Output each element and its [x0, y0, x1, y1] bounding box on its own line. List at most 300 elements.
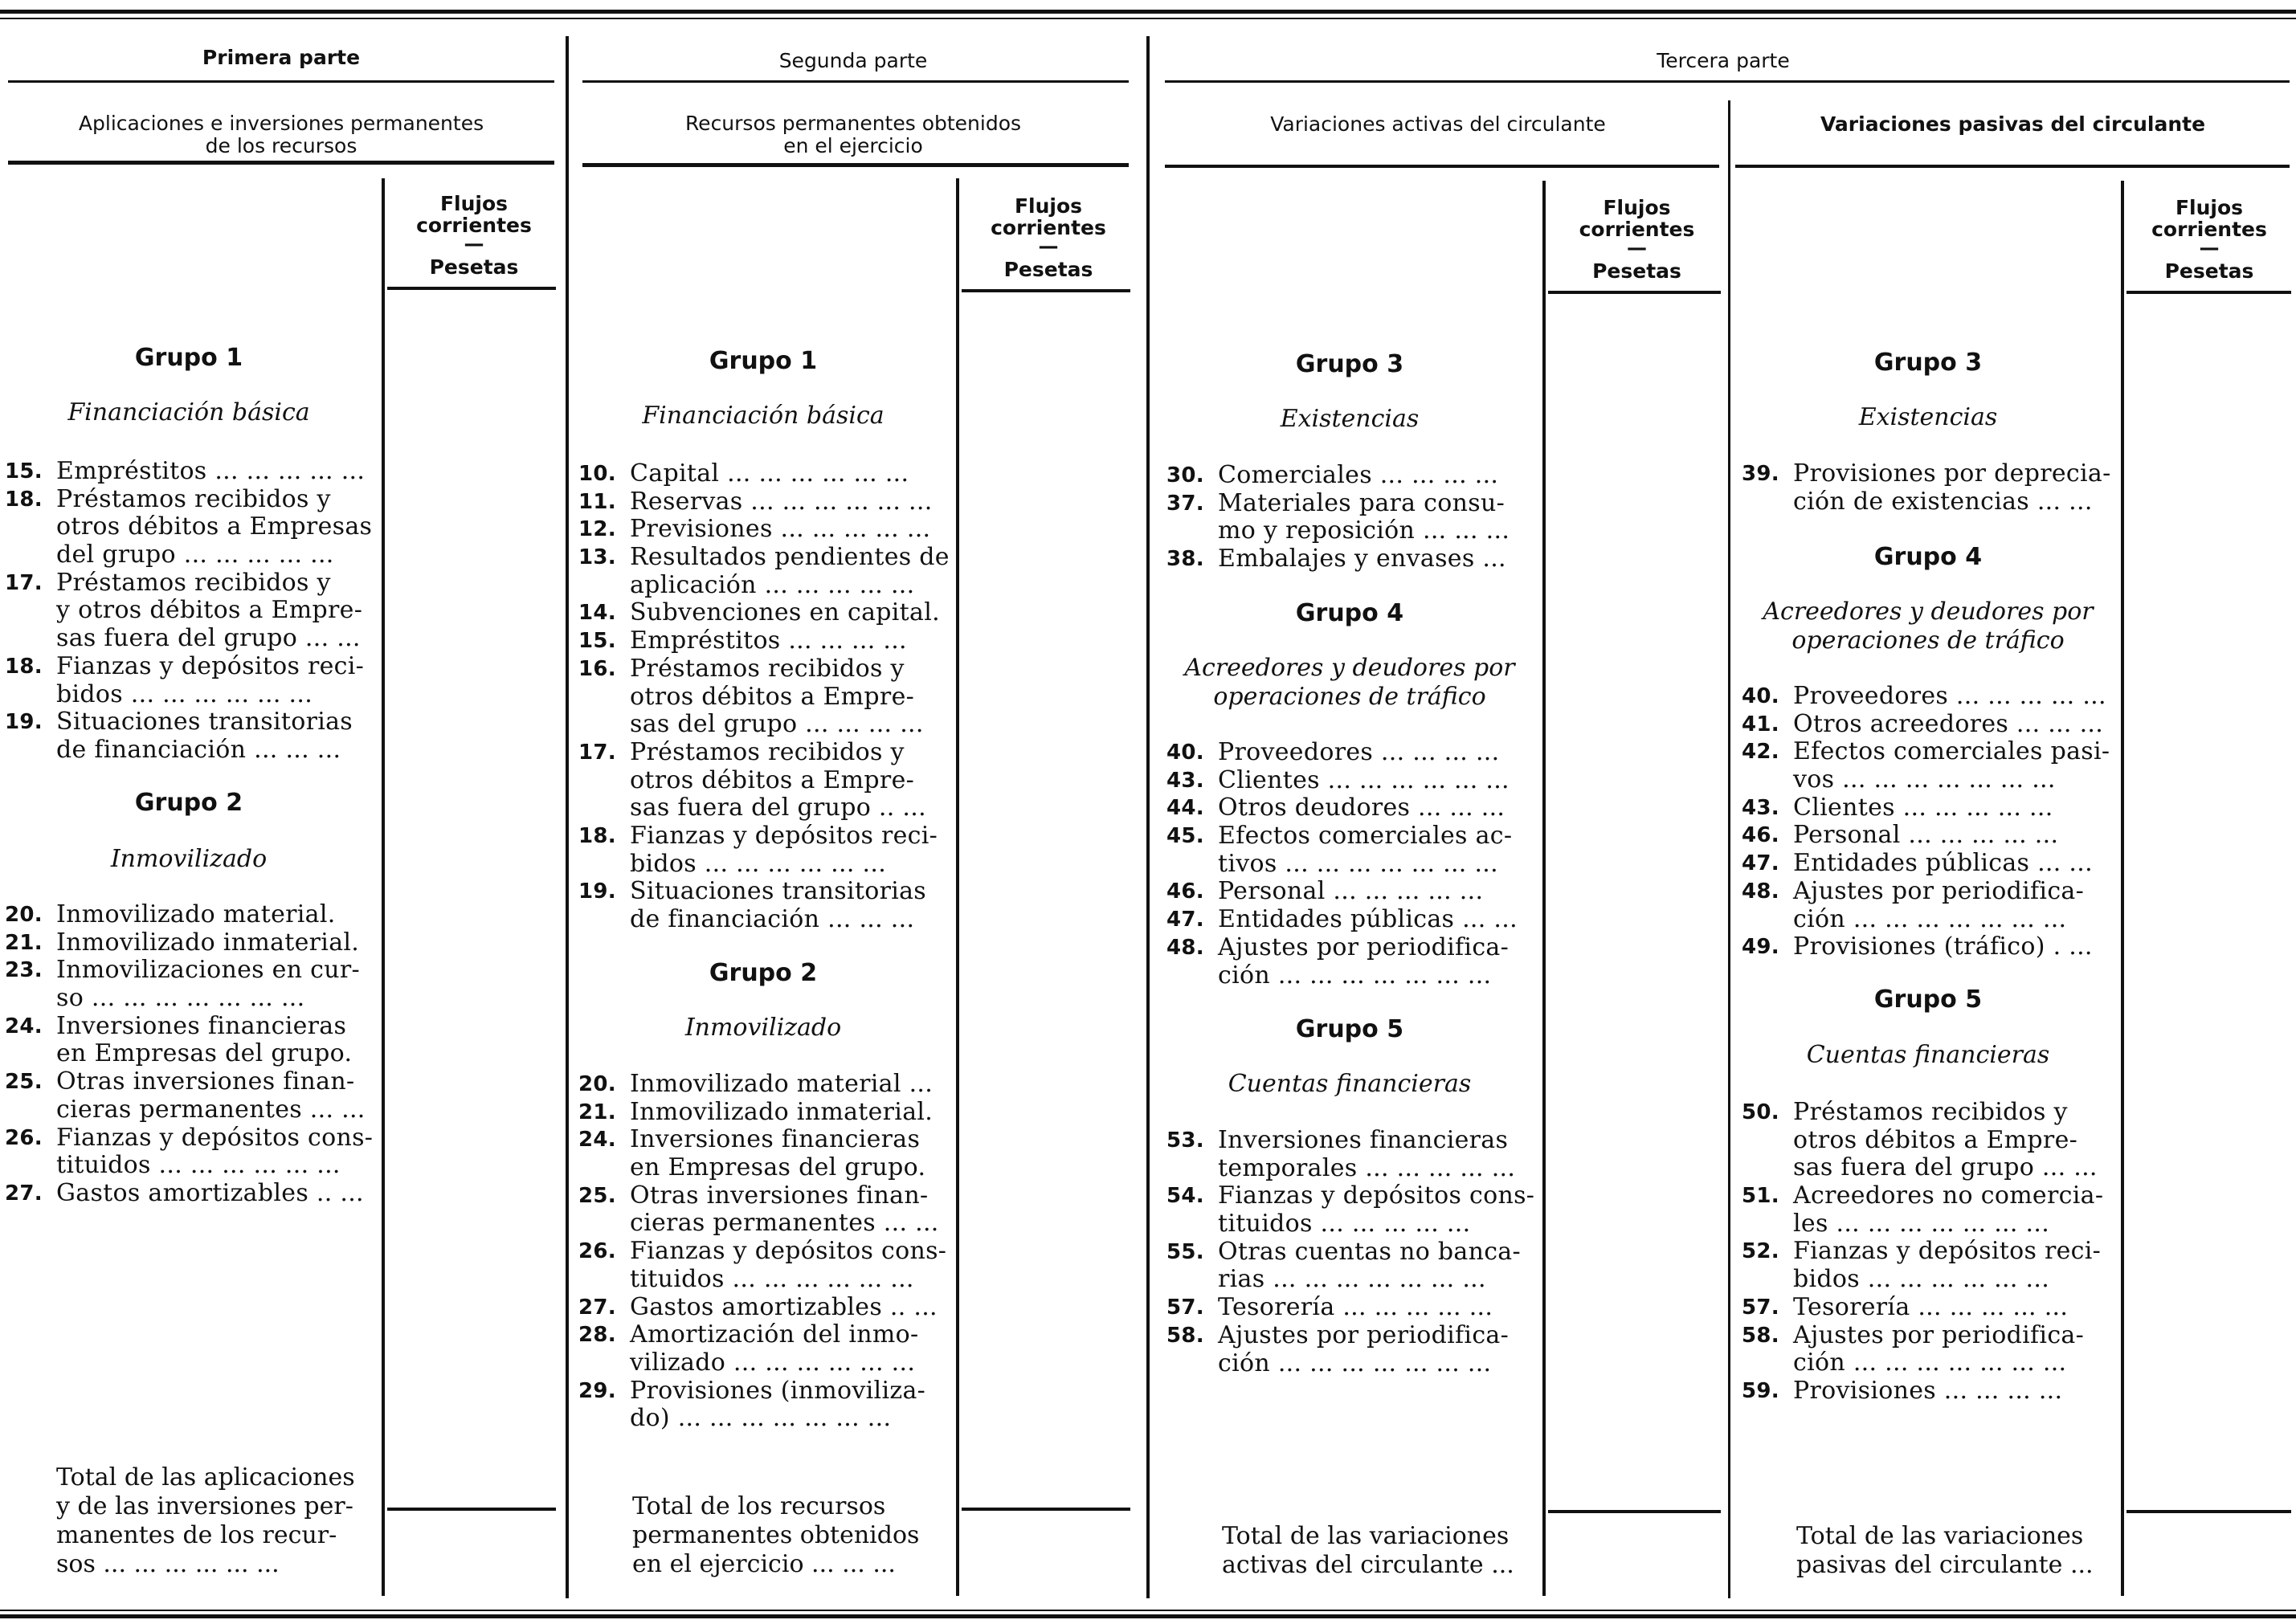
account-number: 29.: [578, 1378, 616, 1403]
account-text: de financiación ... ... ...: [630, 905, 915, 933]
amount-header-pesetas: Pesetas: [2164, 259, 2254, 283]
account-line: [1742, 738, 2119, 766]
account-number: 38.: [1166, 547, 1204, 572]
account-line: [578, 1266, 956, 1294]
account-line: [1742, 711, 2119, 739]
account-number: 48.: [1742, 879, 1779, 904]
account-number: 47.: [1166, 908, 1204, 932]
col-2-group-2-heading: Grupo 2: [709, 959, 818, 987]
account-line: [1742, 933, 2119, 961]
account-text: Empréstitos ... ... ... ... ...: [56, 457, 366, 485]
amount-header-corrientes: corrientes: [1579, 218, 1695, 241]
account-number: 30.: [1166, 463, 1204, 488]
account-line: [5, 1040, 382, 1068]
col-2-group-1-name: Financiación básica: [642, 402, 884, 430]
account-text: Provisiones ... ... ... ...: [1793, 1376, 2063, 1405]
col-2-group-1-heading: Grupo 1: [709, 347, 818, 375]
account-number: 45.: [1166, 824, 1204, 849]
account-text: Resultados pendientes de: [630, 543, 950, 572]
account-line: [578, 1099, 956, 1127]
account-line: [578, 1126, 956, 1154]
account-number: 21.: [578, 1100, 616, 1124]
col-4-amount-header: [2125, 197, 2294, 282]
account-line: [1742, 1099, 2119, 1127]
account-text: tivos ... ... ... ... ... ... ...: [1218, 849, 1498, 878]
col-4-lines-c: [1742, 1099, 2119, 1406]
account-line: [5, 1180, 382, 1208]
part-1-underline: [8, 80, 554, 83]
column-1-title: [0, 112, 562, 157]
col-1-group-2-name: Inmovilizado: [110, 845, 268, 873]
col-1-amount-header-underline: [387, 287, 556, 290]
account-number: 27.: [5, 1181, 43, 1206]
account-number: 58.: [1742, 1323, 1779, 1348]
account-line: [578, 627, 956, 655]
col-4-lines-a: [1742, 460, 2119, 516]
account-text: de financiación ... ... ...: [56, 735, 341, 764]
amount-header-dash: —: [1038, 235, 1059, 258]
account-text: Empréstitos ... ... ... ...: [630, 626, 907, 655]
account-number: 14.: [578, 601, 616, 626]
col-2-group-2-name: Inmovilizado: [684, 1014, 842, 1042]
amount-header-dash: —: [1627, 236, 1647, 259]
account-line: [578, 1238, 956, 1266]
account-text: Personal ... ... ... ... ...: [1793, 821, 2059, 850]
account-line: [1742, 906, 2119, 934]
col-2-lines-a: [578, 460, 956, 934]
account-text: Fianzas y depósitos cons-: [56, 1123, 374, 1152]
col-4-group-4-name: [1735, 598, 2121, 655]
account-line: [578, 767, 956, 795]
top-rule-thin: [0, 18, 2296, 19]
account-line: [1742, 850, 2119, 878]
col-4-group-3-name: Existencias: [1858, 403, 1998, 431]
account-line: [5, 513, 382, 541]
col-1-amount-divider: [382, 178, 385, 1596]
account-number: 18.: [5, 654, 43, 679]
account-text: y otros débitos a Empre-: [56, 596, 363, 625]
part-1-heading: Primera parte: [202, 46, 361, 69]
account-line: [578, 655, 956, 683]
account-number: 21.: [5, 930, 43, 955]
col-1-total-line: manentes de los recur-: [56, 1521, 337, 1549]
col-4-group-3-heading: Grupo 3: [1873, 349, 1983, 377]
account-line: [5, 625, 382, 653]
account-number: 55.: [1166, 1239, 1204, 1264]
account-line: [5, 1124, 382, 1153]
account-text: Provisiones (inmoviliza-: [630, 1376, 926, 1405]
col-3-total-line: activas del circulante ...: [1222, 1551, 1514, 1579]
col-1-total-line: y de las inversiones per-: [56, 1492, 353, 1520]
amount-header-flujos: Flujos: [1603, 196, 1671, 219]
account-number: 40.: [1742, 684, 1779, 708]
account-text: en Empresas del grupo.: [630, 1153, 926, 1182]
account-text: Otras inversiones finan-: [56, 1067, 355, 1096]
account-number: 40.: [1166, 741, 1204, 765]
account-text: Gastos amortizables .. ...: [56, 1178, 364, 1207]
account-line: [578, 572, 956, 600]
account-line: [1742, 1294, 2119, 1322]
bottom-rule-thin: [0, 1610, 2296, 1611]
account-number: 19.: [5, 710, 43, 735]
account-number: 19.: [578, 879, 616, 904]
account-text: Tesorería ... ... ... ... ...: [1793, 1292, 2069, 1321]
account-line: [578, 1377, 956, 1406]
account-text: en Empresas del grupo.: [56, 1039, 353, 1068]
account-line: [578, 851, 956, 879]
account-text: Préstamos recibidos y: [56, 484, 331, 513]
column-2-title-line-1: Recursos permanentes obtenidos: [684, 112, 1022, 135]
account-number: 26.: [5, 1125, 43, 1150]
account-number: 52.: [1742, 1239, 1779, 1264]
column-2-title-underline: [582, 163, 1129, 167]
account-line: [1166, 962, 1544, 990]
account-line: [578, 878, 956, 906]
account-line: [1166, 794, 1544, 822]
account-number: 44.: [1166, 796, 1204, 821]
account-text: Fianzas y depósitos reci-: [56, 651, 365, 680]
col-3-amount-header: [1546, 197, 1727, 282]
account-line: [5, 1068, 382, 1096]
account-line: [5, 569, 382, 598]
col-3-group-4-name-line: operaciones de tráfico: [1213, 683, 1486, 711]
amount-header-flujos: Flujos: [2175, 196, 2244, 219]
col-3-total: [1222, 1522, 1543, 1580]
account-text: les ... ... ... ... ... ... ...: [1793, 1209, 2050, 1238]
account-text: ción ... ... ... ... ... ... ...: [1793, 1349, 2067, 1377]
account-line: [578, 1182, 956, 1210]
account-text: Entidades públicas ... ...: [1218, 905, 1518, 934]
account-text: tituidos ... ... ... ... ...: [1218, 1210, 1471, 1238]
account-line: [1166, 517, 1544, 545]
amount-header-pesetas: Pesetas: [1592, 259, 1681, 283]
column-1-title-line-1: Aplicaciones e inversiones permanentes: [78, 112, 484, 135]
account-text: Gastos amortizables .. ...: [630, 1292, 938, 1321]
col-4-group-4-name-line: Acreedores y deudores por: [1763, 598, 2094, 626]
col-4-lines-b: [1742, 683, 2119, 961]
account-line: [1742, 488, 2119, 516]
col-4-total-line: pasivas del circulante ...: [1796, 1551, 2094, 1579]
account-line: [1742, 1154, 2119, 1182]
col-4-total-rule: [2126, 1510, 2291, 1513]
amount-header-flujos: Flujos: [439, 192, 509, 215]
account-line: [5, 1013, 382, 1041]
account-text: otros débitos a Empre-: [630, 682, 915, 711]
account-line: [1742, 1377, 2119, 1406]
account-line: [1166, 462, 1544, 490]
account-number: 10.: [578, 462, 616, 486]
account-number: 17.: [578, 740, 616, 765]
col-2-amount-header-underline: [962, 289, 1130, 292]
account-line: [578, 488, 956, 516]
col-2-total-line: en el ejercicio ... ... ...: [632, 1550, 896, 1578]
account-text: Embalajes y envases ...: [1218, 545, 1506, 573]
column-1-title-underline: [8, 161, 554, 165]
col-1-total-rule: [387, 1508, 556, 1511]
account-text: so ... ... ... ... ... ... ...: [56, 984, 305, 1013]
account-number: 20.: [5, 903, 43, 927]
amount-header-dash: —: [2199, 236, 2220, 259]
account-line: [1742, 766, 2119, 794]
account-text: Situaciones transitorias: [630, 877, 927, 906]
account-number: 24.: [5, 1014, 43, 1038]
account-text: Otras inversiones finan-: [630, 1181, 929, 1210]
account-text: Tesorería ... ... ... ... ...: [1218, 1293, 1493, 1322]
account-number: 59.: [1742, 1378, 1779, 1403]
col-3-group-4-name: [1157, 654, 1542, 712]
account-text: Capital ... ... ... ... ... ...: [630, 459, 909, 488]
account-number: 16.: [578, 656, 616, 681]
account-text: Préstamos recibidos y: [1793, 1098, 2068, 1126]
account-line: [578, 544, 956, 572]
account-line: [578, 1349, 956, 1377]
account-line: [1166, 739, 1544, 767]
account-line: [1742, 878, 2119, 906]
account-text: rias ... ... ... ... ... ... ...: [1218, 1265, 1486, 1294]
divider-part1-part2: [566, 36, 569, 1598]
col-3-group-5-heading: Grupo 5: [1295, 1015, 1404, 1043]
col-2-total-line: Total de los recursos: [632, 1492, 886, 1520]
account-line: [1166, 1127, 1544, 1155]
amount-header-pesetas: Pesetas: [429, 255, 519, 279]
account-line: [578, 683, 956, 712]
account-number: 47.: [1742, 851, 1779, 876]
column-3-title-underline: [1165, 165, 1719, 168]
account-line: [1742, 1127, 2119, 1155]
col-1-total-line: sos ... ... ... ... ... ...: [56, 1550, 280, 1578]
account-text: Fianzas y depósitos reci-: [1793, 1237, 2102, 1266]
account-number: 23.: [5, 958, 43, 983]
account-text: Situaciones transitorias: [56, 708, 353, 737]
account-line: [578, 1405, 956, 1433]
col-1-lines-a: [5, 458, 382, 765]
account-text: otros débitos a Empre-: [630, 765, 915, 794]
account-number: 12.: [578, 517, 616, 542]
amount-header-corrientes: corrientes: [416, 214, 532, 237]
account-text: Inmovilizaciones en cur-: [56, 956, 360, 985]
account-text: Ajustes por periodifica-: [1218, 932, 1510, 961]
col-2-total-line: permanentes obtenidos: [632, 1521, 920, 1549]
account-text: Otros acreedores ... ... ...: [1793, 709, 2104, 738]
amount-header-pesetas: Pesetas: [1003, 258, 1093, 281]
col-3-lines-a: [1166, 462, 1544, 573]
account-text: Ajustes por periodifica-: [1793, 876, 2085, 905]
account-number: 43.: [1166, 768, 1204, 793]
account-text: Inversiones financieras: [630, 1125, 921, 1154]
account-line: [1166, 767, 1544, 795]
account-line: [5, 458, 382, 486]
account-line: [578, 1071, 956, 1099]
account-line: [5, 597, 382, 625]
account-text: aplicación ... ... ... ... ...: [630, 570, 915, 599]
account-number: 51.: [1742, 1184, 1779, 1209]
account-number: 46.: [1742, 823, 1779, 848]
account-number: 15.: [5, 459, 43, 484]
account-line: [578, 516, 956, 544]
account-line: [5, 541, 382, 569]
account-text: Inmovilizado material.: [56, 900, 336, 928]
account-line: [1742, 1322, 2119, 1350]
account-text: otros débitos a Empresas: [56, 512, 373, 541]
account-line: [578, 822, 956, 851]
account-text: Fianzas y depósitos cons-: [630, 1237, 947, 1266]
account-number: 25.: [578, 1183, 616, 1208]
col-3-group-4-name-line: Acreedores y deudores por: [1184, 654, 1515, 682]
account-number: 54.: [1166, 1184, 1204, 1209]
account-line: [1742, 1266, 2119, 1294]
col-4-group-4-name-line: operaciones de tráfico: [1791, 626, 2065, 655]
account-line: [5, 1152, 382, 1180]
divider-col3-col4: [1728, 100, 1730, 1598]
bottom-rule-thick: [0, 1614, 2296, 1618]
account-line: [1742, 822, 2119, 850]
account-text: Inversiones financieras: [1218, 1126, 1509, 1154]
col-2-amount-header: [960, 195, 1137, 280]
part-3-heading: Tercera parte: [1657, 49, 1790, 72]
col-4-total-line: Total de las variaciones: [1796, 1522, 2084, 1550]
account-text: vos ... ... ... ... ... ... ...: [1793, 765, 2056, 794]
account-line: [5, 653, 382, 681]
account-text: Provisiones por deprecia-: [1793, 459, 2111, 488]
account-text: Personal ... ... ... ... ...: [1218, 877, 1484, 906]
account-number: 48.: [1166, 935, 1204, 960]
account-text: Inmovilizado inmaterial.: [56, 928, 360, 957]
account-text: ción de existencias ... ...: [1793, 487, 2093, 516]
account-text: temporales ... ... ... ... ...: [1218, 1153, 1516, 1182]
account-line: [1166, 545, 1544, 573]
top-rule-thick: [0, 10, 2296, 14]
account-text: sas del grupo ... ... ... ...: [630, 710, 924, 739]
account-number: 28.: [578, 1323, 616, 1348]
part-2-underline: [582, 80, 1129, 83]
col-3-total-line: Total de las variaciones: [1222, 1522, 1510, 1550]
account-line: [5, 901, 382, 929]
col-2-total: [632, 1492, 954, 1579]
account-line: [1166, 1350, 1544, 1378]
account-number: 57.: [1742, 1295, 1779, 1320]
account-number: 13.: [578, 545, 616, 570]
account-text: cieras permanentes ... ...: [56, 1095, 366, 1124]
account-number: 17.: [5, 570, 43, 595]
account-text: Fianzas y depósitos cons-: [1218, 1181, 1535, 1210]
account-line: [578, 711, 956, 739]
account-text: bidos ... ... ... ... ... ...: [1793, 1265, 2050, 1294]
account-line: [1166, 934, 1544, 962]
col-3-lines-b: [1166, 739, 1544, 989]
account-line: [5, 486, 382, 514]
account-text: Proveedores ... ... ... ...: [1218, 738, 1500, 766]
col-3-amount-header-underline: [1548, 291, 1721, 294]
account-line: [578, 599, 956, 627]
account-number: 39.: [1742, 462, 1779, 486]
account-text: cieras permanentes ... ...: [630, 1209, 939, 1238]
account-line: [1166, 822, 1544, 851]
account-line: [1166, 1266, 1544, 1294]
account-line: [1742, 1210, 2119, 1238]
account-text: Fianzas y depósitos reci-: [630, 821, 938, 850]
amount-header-flujos: Flujos: [1014, 194, 1083, 218]
account-text: Préstamos recibidos y: [630, 654, 905, 683]
account-text: Acreedores no comercia-: [1793, 1181, 2104, 1210]
account-text: Ajustes por periodifica-: [1218, 1320, 1510, 1349]
col-3-group-5-name: Cuentas financieras: [1228, 1070, 1472, 1098]
account-line: [1166, 906, 1544, 934]
col-4-group-5-name: Cuentas financieras: [1806, 1041, 2050, 1069]
column-3-title: Variaciones activas del circulante: [1270, 112, 1606, 136]
col-4-amount-header-underline: [2126, 291, 2291, 294]
account-text: Inmovilizado material ...: [630, 1070, 934, 1098]
account-number: 58.: [1166, 1323, 1204, 1348]
account-text: Ajustes por periodifica-: [1793, 1320, 2085, 1349]
divider-part2-part3: [1146, 36, 1150, 1598]
account-text: sas fuera del grupo ... ...: [56, 624, 361, 653]
account-text: Materiales para consu-: [1218, 488, 1505, 517]
col-3-group-4-heading: Grupo 4: [1295, 599, 1404, 627]
account-number: 46.: [1166, 879, 1204, 904]
account-text: Amortización del inmo-: [630, 1320, 919, 1349]
account-number: 24.: [578, 1128, 616, 1153]
account-number: 25.: [5, 1070, 43, 1095]
column-4-title-underline: [1735, 165, 2290, 168]
account-text: ción ... ... ... ... ... ... ...: [1793, 904, 2067, 933]
account-number: 53.: [1166, 1128, 1204, 1153]
col-3-total-rule: [1548, 1510, 1721, 1513]
account-text: vilizado ... ... ... ... ... ...: [630, 1348, 916, 1377]
col-1-group-2-heading: Grupo 2: [134, 789, 243, 817]
col-2-amount-divider: [956, 178, 959, 1596]
account-number: 11.: [578, 489, 616, 514]
account-line: [1742, 460, 2119, 488]
account-text: sas fuera del grupo ... ...: [1793, 1153, 2098, 1182]
account-line: [1166, 851, 1544, 879]
col-3-group-3-heading: Grupo 3: [1295, 350, 1404, 378]
col-1-total: [56, 1463, 378, 1579]
col-4-group-5-heading: Grupo 5: [1873, 985, 1983, 1014]
account-number: 49.: [1742, 935, 1779, 960]
amount-header-corrientes: corrientes: [991, 216, 1106, 239]
account-text: Efectos comerciales ac-: [1218, 822, 1513, 851]
account-text: Reservas ... ... ... ... ... ...: [630, 487, 933, 516]
account-line: [1166, 1322, 1544, 1350]
col-1-lines-b: [5, 901, 382, 1208]
account-text: Comerciales ... ... ... ...: [1218, 461, 1499, 489]
account-number: 42.: [1742, 740, 1779, 765]
account-line: [578, 794, 956, 822]
account-text: Entidades públicas ... ...: [1793, 849, 2093, 878]
account-line: [578, 460, 956, 488]
account-text: Préstamos recibidos y: [630, 737, 905, 766]
account-text: Préstamos recibidos y: [56, 568, 331, 597]
col-3-lines-c: [1166, 1127, 1544, 1377]
account-line: [1166, 1294, 1544, 1322]
account-line: [578, 906, 956, 934]
account-line: [1166, 490, 1544, 518]
account-text: Provisiones (tráfico) . ...: [1793, 932, 2093, 961]
col-2-total-rule: [962, 1508, 1130, 1511]
account-text: mo y reposición ... ... ...: [1218, 516, 1510, 545]
account-line: [1742, 1238, 2119, 1266]
account-text: Subvenciones en capital.: [630, 598, 940, 627]
account-number: 26.: [578, 1239, 616, 1264]
column-4-title: Variaciones pasivas del circulante: [1820, 112, 2206, 136]
col-2-lines-b: [578, 1071, 956, 1433]
account-text: Previsiones ... ... ... ... ...: [630, 515, 931, 544]
account-number: 41.: [1742, 712, 1779, 737]
col-4-group-4-heading: Grupo 4: [1873, 543, 1983, 571]
account-text: del grupo ... ... ... ... ...: [56, 541, 334, 569]
account-number: 50.: [1742, 1100, 1779, 1124]
col-1-group-1-name: Financiación básica: [67, 398, 310, 426]
